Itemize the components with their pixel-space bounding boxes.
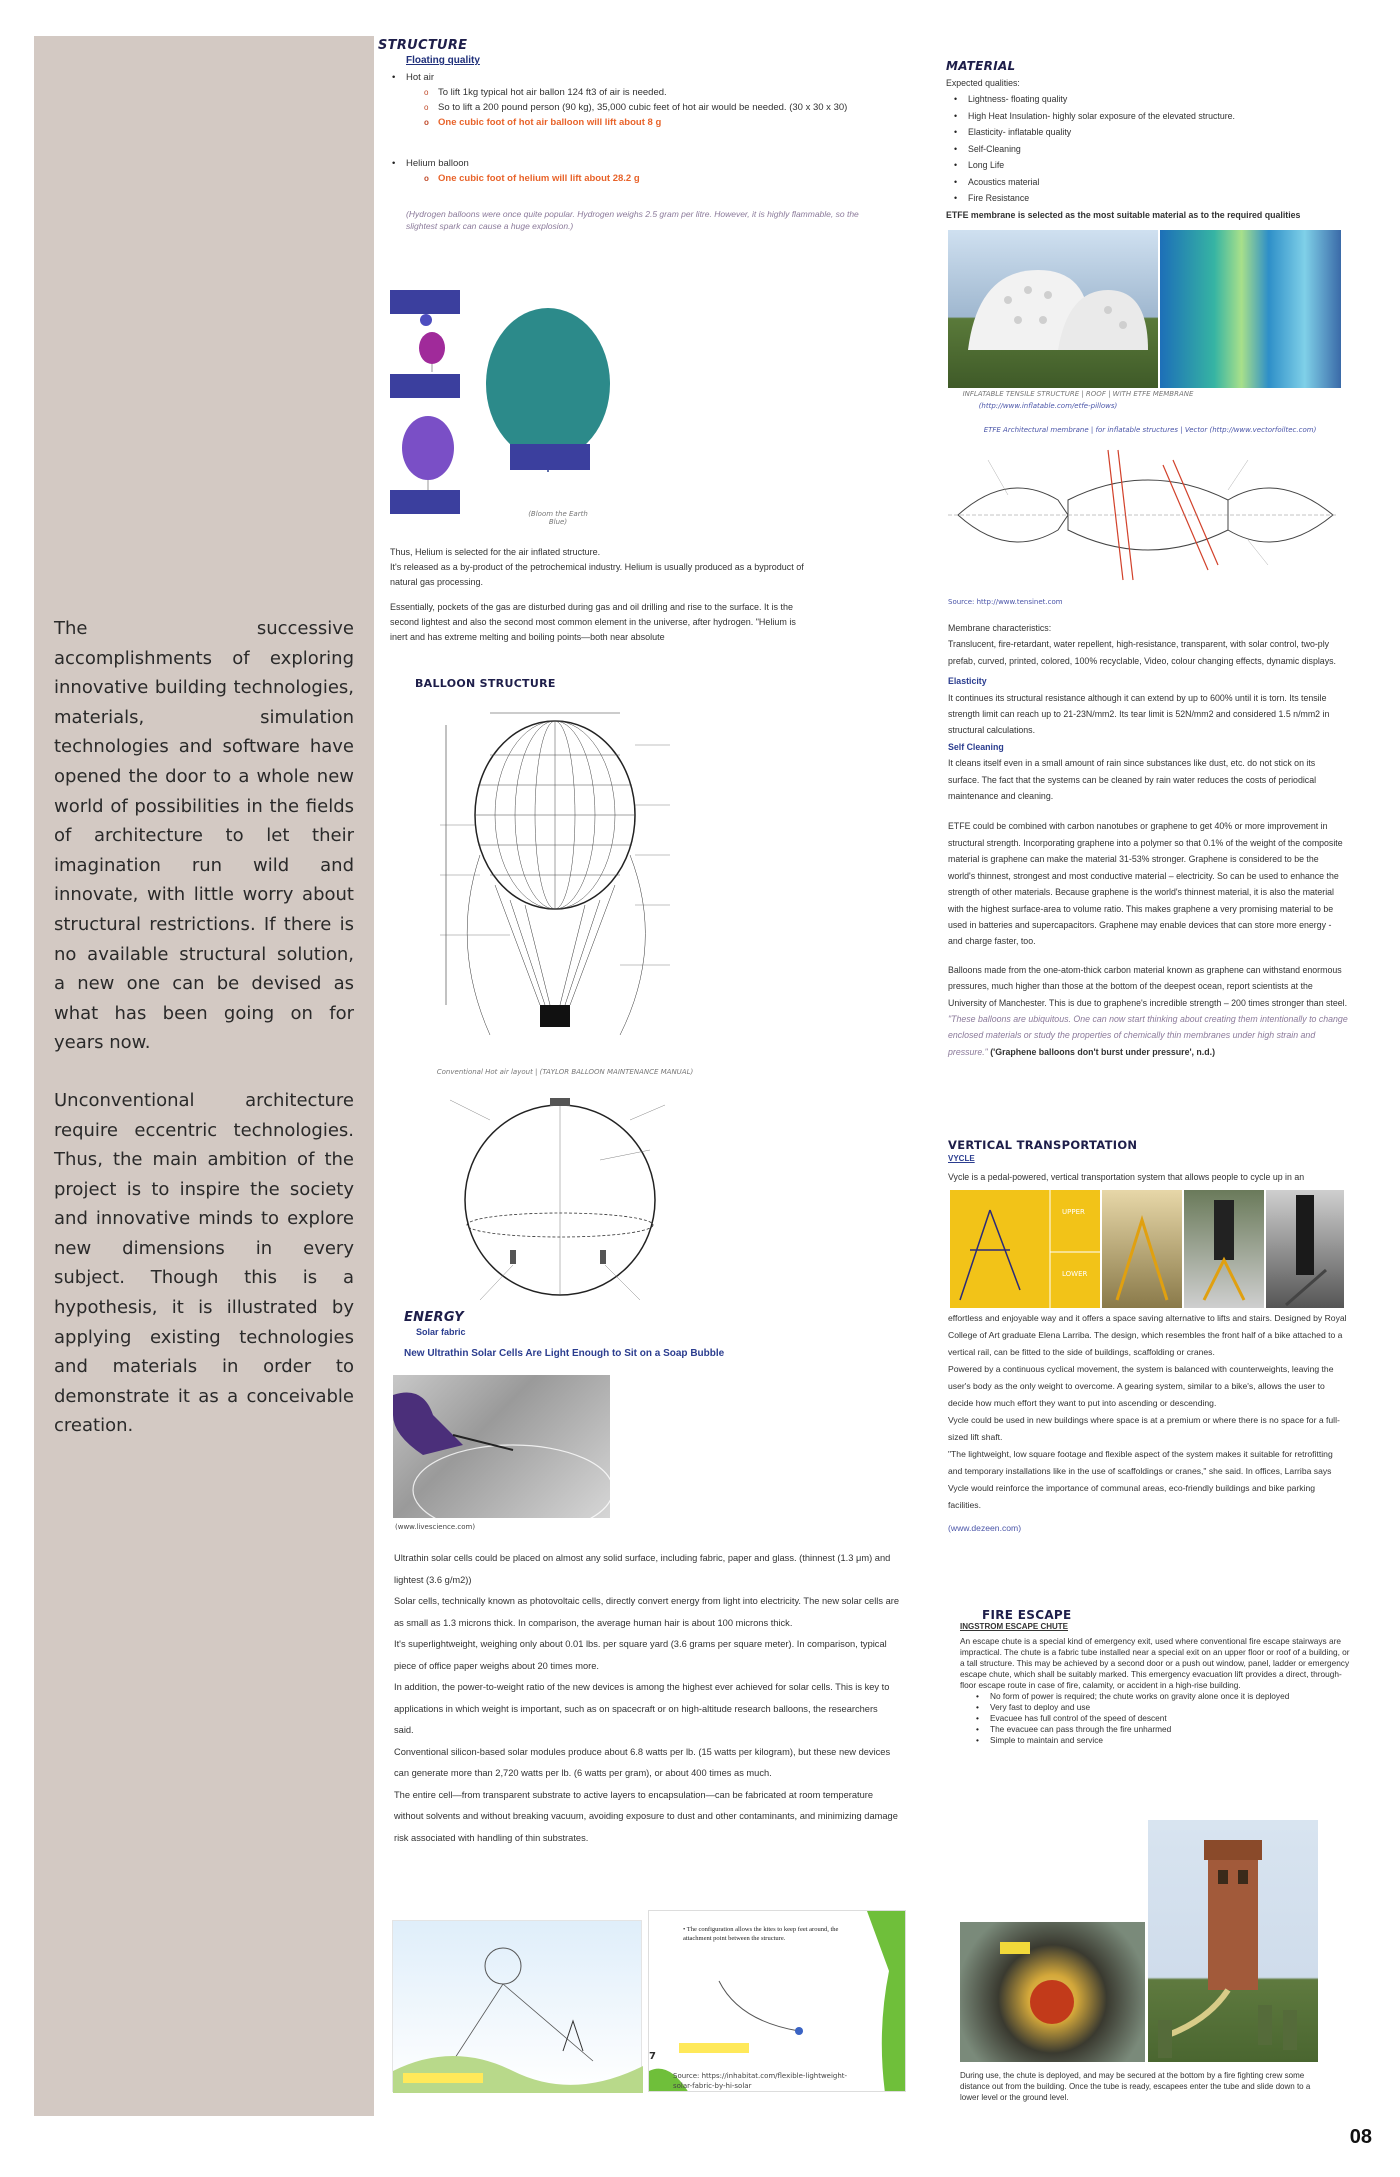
- purple-balloon: [419, 332, 445, 364]
- material-body: [948, 620, 1348, 1060]
- escape-chute-photos: [960, 1820, 1318, 2062]
- selfclean-heading: Self Cleaning: [948, 741, 1004, 752]
- selfclean-text: It cleans itself even in a small amount of rain since substances like dust, etc. do not stick on its surface. The fact that the systems can be cleaned by rain water reduces the costs of periodical maintenance and cleaning.: [948, 758, 1317, 802]
- sidebar-panel: [34, 36, 374, 2116]
- structure-heading: STRUCTURE: [378, 38, 468, 53]
- material-section: [946, 58, 1346, 223]
- etfe-selection-line: ETFE membrane is selected as the most suitable material as to the required qualities: [946, 209, 1301, 220]
- fire-escape-section: [960, 1610, 1350, 1746]
- hot-air-item-2: o So to lift a 200 pound person (90 kg), 35,000 cubic feet of hot air would be needed. (30 x 30 x 30): [422, 100, 898, 115]
- hot-air-item-3: o One cubic foot of hot air balloon will lift about 8 g: [422, 115, 898, 130]
- balloon-structure-caption: Conventional Hot air layout | (TAYLOR BALLOON MAINTENANCE MANUAL): [436, 1068, 694, 1076]
- basket: [540, 1005, 570, 1027]
- helium-balloon-diagram: [450, 1090, 670, 1320]
- energy-heading: ENERGY: [404, 1310, 465, 1325]
- solar-kite-diagram: [392, 1920, 642, 2092]
- energy-body: [394, 1548, 899, 1849]
- dome-svg: [948, 230, 1158, 388]
- vycle-diagram: [950, 1190, 1100, 1308]
- escape-chute-subheading: INGSTROM ESCAPE CHUTE: [960, 1622, 1069, 1631]
- energy-para-4: In addition, the power-to-weight ratio of the new devices is among the highest ever achieved for solar cells. This is key to applications in which weight is important, such as on spacecraft or on high-altitude research balloons, the researchers said.: [394, 1682, 890, 1735]
- quality-item: • Long Life: [952, 157, 1346, 174]
- tower-photo: [1148, 1820, 1318, 2062]
- quality-item: • Lightness- floating quality: [952, 91, 1346, 108]
- intro-paragraph: The successive accomplishments of exploring innovative building technologies, materials, simulation technologies and software have opened the door to a whole new world of possibilities in the fields of architecture to let their imagination run wild and innovate, with little worry about structural restrictions. If there is no available structural solution, a new one can be devised as what has been going on for years now.: [54, 618, 354, 1054]
- ultrathin-title: New Ultrathin Solar Cells Are Light Enough to Sit on a Soap Bubble: [404, 1348, 725, 1359]
- balloon-caption: (Bloom the Earth Blue): [528, 510, 588, 526]
- slide-text: • The configuration allows the kites to keep feet around, the attachment point between the structure.: [683, 1926, 839, 1942]
- helium-paragraph: Thus, Helium is selected for the air inflated structure. It's released as a by-product of the petrochemical industry. Helium is usually produced as a byproduct of natural gas processing. Essentially, pockets of the gas are disturbed during gas and oil drilling and rise to the surface. It is the second lightest and also the second most common element in the universe, after hydrogen. "Helium is inert and has extreme melting and boiling points—both near absolute: [390, 547, 804, 642]
- quality-item: • Fire Resistance: [952, 190, 1346, 207]
- energy-para-2: Solar cells, technically known as photovoltaic cells, directly convert energy from light into electricity. The new solar cells are as small as 1.3 microns thick. In comparison, the average human hair is about 100 microns thick.: [394, 1596, 900, 1628]
- balloon-structure-svg: [420, 705, 710, 1065]
- graphene-text: ETFE could be combined with carbon nanotubes or graphene to get 40% or more improvement in structural strength. Incorporating graphene into a polymer so that 0.1% of the weight of the composite material is graphene can make the material 31-53% stronger. Graphene is considered to be the world's thinnest, strongest and most conductive material – electricity. So can be used to enhance the strength of other materials. Because graphene is the world's thinnest material, it is also the material with the highest surface-area to volume ratio. This makes graphene a very promising material to be used in batteries and supercapacitors. Graphene may enable devices that can store more energy - and charge faster, too.: [948, 821, 1343, 947]
- helium-diagram-svg: [450, 1090, 670, 1320]
- elasticity-heading: Elasticity: [948, 676, 987, 687]
- fire-feature-item: • Simple to maintain and service: [974, 1735, 1350, 1746]
- etfe-diagram-title: ETFE Architectural membrane | for inflatable structures | Vector (http://www.vectorfoiltec.com): [983, 426, 1317, 434]
- energy-para-3: It's superlightweight, weighing only about 0.01 lbs. per square yard (3.6 grams per square meter). In comparison, typical piece of office paper weighs about 20 times more.: [394, 1639, 887, 1671]
- helium-item: • Helium balloon o One cubic foot of helium will lift about 28.2 g: [390, 156, 898, 186]
- elasticity-text: It continues its structural resistance although it can extend by up to 600% until it is torn. Its tensile strength limit can reach up to 21-23N/mm2. Its tear limit is 52N/mm2 and considered 1.5 n/mm2 in structural calculations.: [948, 692, 1330, 736]
- sidebar-text: [54, 614, 354, 1469]
- etfe-caption-2: (http://www.inflatable.com/etfe-pillows): [978, 402, 1118, 410]
- vycle-intro: Vycle is a pedal-powered, vertical transportation system that allows people to cycle up in an: [948, 1172, 1305, 1182]
- fire-feature-item: • The evacuee can pass through the fire unharmed: [974, 1724, 1350, 1735]
- hydrogen-note: (Hydrogen balloons were once quite popular. Hydrogen weighs 2.5 gram per litre. However, it is highly flammable, so the slightest spark can cause a huge explosion.): [406, 209, 859, 231]
- solar-slide: [648, 1910, 906, 2092]
- fire-feature-item: • Evacuee has full control of the speed of descent: [974, 1713, 1350, 1724]
- label-box-3: [390, 490, 460, 514]
- diagram-upper-label: UPPER: [1062, 1208, 1085, 1216]
- structure-section: [378, 38, 898, 232]
- etfe-photos: [948, 230, 1341, 388]
- expected-qualities: Expected qualities:: [946, 77, 1020, 88]
- energy-para-6: The entire cell—from transparent substrate to active layers to encapsulation—can be fabricated at room temperature without solvents and without breaking vacuum, avoiding exposure to dust and other contaminants, and minimizing damage risk associated with handling of thin substrates.: [394, 1789, 898, 1843]
- diagram-source: Source: http://www.tensinet.com: [948, 598, 1063, 606]
- page-number: 08: [1349, 2126, 1372, 2148]
- floating-quality-subheading: Floating quality: [406, 55, 480, 66]
- vycle-body: [948, 1310, 1348, 1537]
- vertical-transport-section: [948, 1138, 1348, 1184]
- hot-air-balloon-diagram: [420, 705, 710, 1065]
- inflatable-dome-photo: [948, 230, 1158, 388]
- fire-feature-item: • No form of power is required; the chute works on gravity alone once it is deployed: [974, 1691, 1350, 1702]
- soap-bubble-photo: [393, 1375, 610, 1518]
- vycle-para-1: effortless and enjoyable way and it offers a space saving alternative to lifts and stairs. Designed by Royal College of Art graduate Elena Larriba. The design, which resembles the front half of a bike attached to a vertical rail, can be fitted to the side of buildings, scaffolding or cranes.: [948, 1313, 1347, 1357]
- energy-section: [404, 1310, 904, 1361]
- kite-diagram-svg: [393, 1921, 643, 2093]
- violet-balloon: [402, 416, 454, 480]
- vycle-images: [950, 1190, 1342, 1308]
- graphene-quote: "These balloons are ubiquitous. One can now start thinking about creating them intentionally to change enclosed materials or study the properties of chemically thin membranes under high strain and pressure." ('Graphene balloons don't burst under pressure', n.d.): [948, 1013, 1348, 1057]
- hot-air-item-1: o To lift 1kg typical hot air ballon 124 ft3 of air is needed.: [422, 85, 898, 100]
- diagram-lower-label: LOWER: [1062, 1270, 1088, 1278]
- fire-escape-heading: FIRE ESCAPE: [982, 1608, 1072, 1622]
- teal-balloon: [486, 308, 610, 460]
- vycle-subheading: VYCLE: [948, 1154, 975, 1163]
- membrane-text: Translucent, fire-retardant, water repellent, high-resistance, transparent, with solar control, two-ply prefab, curved, printed, colored, 100% recyclable, Video, colour changing effects, dynamic displays.: [948, 639, 1336, 666]
- label-box-4: [510, 444, 590, 470]
- membrane-title: Membrane characteristics:: [948, 623, 1052, 633]
- energy-para-5: Conventional silicon-based solar modules produce about 6.8 watts per lb. (15 watts per kilogram), but these new devices can generate more than 2,720 watts per lb. (6 watts per gram), or about 400 times as much.: [394, 1746, 891, 1778]
- balloon-size-figure: [388, 288, 628, 526]
- vycle-para-4: "The lightweight, low square footage and flexible aspect of the system makes it suitable for retrofitting and temporary installations like in the use of scaffoldings or cranes," she said. In offices, Larriba says Vycle would reinforce the importance of communal areas, eco-friendly buildings and bike parking facilities.: [948, 1449, 1333, 1510]
- vertical-transport-heading: VERTICAL TRANSPORTATION: [948, 1138, 1138, 1152]
- vycle-photo-3: [1266, 1190, 1344, 1308]
- colored-etfe-pillows-photo: [1160, 230, 1341, 388]
- slide-source: Source: https://inhabitat.com/flexible-lightweight-solar-fabric-by-hi-solar: [673, 2072, 848, 2090]
- balloon-illustration: [388, 288, 628, 518]
- vycle-photo-1: [1102, 1190, 1182, 1308]
- label-box-1: [390, 290, 460, 314]
- fire-feature-item: • Very fast to deploy and use: [974, 1702, 1350, 1713]
- ambition-paragraph: Unconventional architecture require eccentric technologies. Thus, the main ambition of the project is to inspire the society and innovative minds to explore new dimensions in every subject. Though this is a hypothesis, it is illustrated by applying existing technologies and materials in order to demonstrate it as a conceivable creation.: [54, 1089, 354, 1437]
- quality-item: • Self-Cleaning: [952, 141, 1346, 158]
- hot-air-item: • Hot air o To lift 1kg typical hot air ballon 124 ft3 of air is needed. o So to lift a 200 pound person (90 kg), 35,000 cubic feet of hot air would be needed. (30 x 30 x 30) o One cubic foot of hot air balloon will lift about 8 g: [390, 70, 898, 130]
- energy-para-1: Ultrathin solar cells could be placed on almost any solid surface, including fabric, paper and glass. (thinnest (1.3 μm) and lightest (3.6 g/m2)): [394, 1553, 891, 1585]
- quality-item: • High Heat Insulation- highly solar exposure of the elevated structure.: [952, 108, 1346, 125]
- tower-svg: [1148, 1820, 1318, 2062]
- vycle-source: (www.dezeen.com): [948, 1523, 1022, 1533]
- helium-lift-item: o One cubic foot of helium will lift about 28.2 g: [422, 171, 898, 186]
- material-heading: MATERIAL: [946, 59, 1016, 73]
- vycle-para-2: Powered by a continuous cyclical movement, the system is balanced with counterweights, leaving the user's body as the only weight to overcome. A gearing system, similar to a bike's, allows the user to decide how much effort they want to put into ascending or descending.: [948, 1364, 1334, 1408]
- vycle-photo-2: [1184, 1190, 1264, 1308]
- balloon-structure-heading: BALLOON STRUCTURE: [415, 677, 556, 690]
- solar-fabric-subheading: Solar fabric: [416, 1327, 466, 1337]
- membrane-diagram-svg: [948, 440, 1338, 590]
- quality-item: • Acoustics material: [952, 174, 1346, 191]
- etfe-caption-1: INFLATABLE TENSILE STRUCTURE | ROOF | WITH ETFE MEMBRANE: [962, 390, 1194, 398]
- soap-bubble-caption: (www.livescience.com): [395, 1523, 476, 1531]
- soap-bubble-svg: [393, 1375, 610, 1518]
- quality-item: • Elasticity- inflatable quality: [952, 124, 1346, 141]
- chute-interior-photo: [960, 1922, 1145, 2062]
- fire-escape-caption: During use, the chute is deployed, and may be secured at the bottom by a fire fighting crew some distance out from the building. Once the tube is ready, escapees enter the tube and slide down to a lower level or the ground level.: [960, 2071, 1311, 2102]
- fire-escape-intro: An escape chute is a special kind of emergency exit, used where conventional fire escape stairways are impractical. The chute is a fabric tube installed near a special exit on an upper floor or roof of a building, or a tall structure. This may be achieved by a second door or a push out window, panel, ladder or emergency escape chute, which shall be suitably marked. This emergency evacuation lift provides a direct, through-floor escape route in case of fire, calamity, or accident in a high-rise building.: [960, 1636, 1350, 1690]
- small-balloon-1: [420, 314, 432, 326]
- etfe-membrane-diagram: [948, 440, 1338, 590]
- graphene-balloons-text: Balloons made from the one-atom-thick carbon material known as graphene can withstand enormous pressures, much higher than those at the bottom of the deepest ocean, report scientists at the University of Manchester. This is due to graphene's incredible strength – 200 times stronger than steel.: [948, 964, 1348, 1008]
- label-box-2: [390, 374, 460, 398]
- slide-number: 7: [649, 2051, 656, 2062]
- vycle-para-3: Vycle could be used in new buildings where space is at a premium or where there is no space for a full-sized lift shaft.: [948, 1415, 1340, 1442]
